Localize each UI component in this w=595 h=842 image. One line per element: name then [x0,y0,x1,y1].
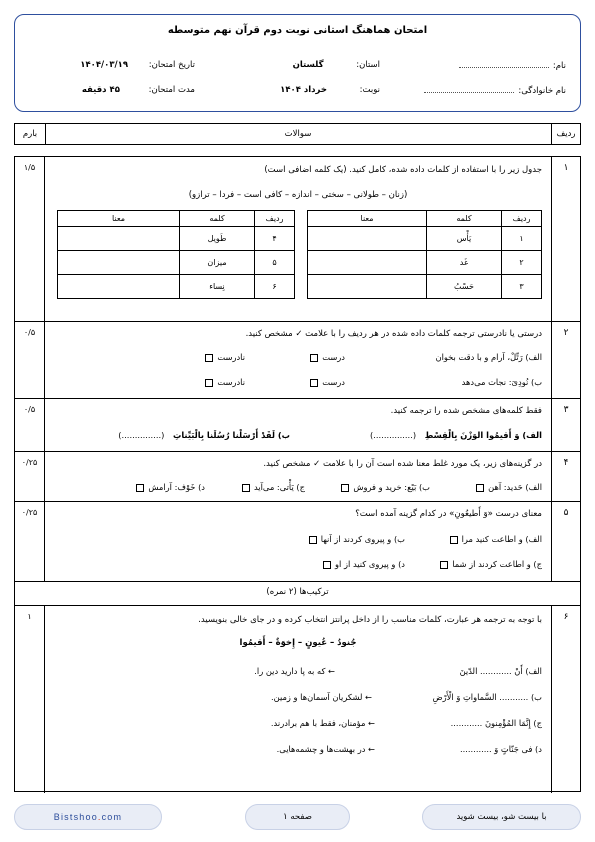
item-c[interactable]: ج) إِنَّمَا المُؤْمِنونَ ............ [450,718,542,728]
option-c[interactable]: ج) و اطاعت کردند از شما [440,559,542,569]
exam-title: امتحان هماهنگ استانی نوبت دوم قرآن نهم متوسطه [167,25,428,36]
footer-site[interactable]: Bistshoo.com [14,804,162,830]
option-a: الف) وَ أَقیمُوا الوَزْنَ بِالْقِسْطِ (...............) [370,430,542,440]
question-body [46,322,550,398]
question-number: ۵ [551,502,580,581]
word-bank: جُنودُ – عُیونٍ – إِخوَةٌ – أَقیمُوا [239,638,357,648]
answer-cell[interactable] [58,251,180,275]
table-row: ۵ میزان [58,251,295,275]
duration-field: مدت امتحان: ۴۵ دقیقه [81,85,195,95]
question-row-4 [15,452,580,502]
option-d[interactable]: د) خَوْف: آرامش [136,482,205,492]
name-blank[interactable] [459,60,549,68]
family-field: نام خانوادگی: [424,85,566,96]
checkbox[interactable] [309,536,317,544]
option-b[interactable]: ب) بَیْع: خرید و فروش [341,482,430,492]
question-text: با توجه به ترجمه هر عبارت، کلمات مناسب را از داخل پرانتز انتخاب کرده و در جای خالی بنویسید. [198,615,542,625]
footer-slogan: با بیست شو، بیست شوید [422,804,581,830]
head-score: بارم [15,124,46,144]
question-text: در گزینه‌های زیر، یک مورد غلط معنا شده است آن را با علامت ✓ مشخص کنید. [263,459,542,469]
question-row-5 [15,502,580,582]
question-text: جدول زیر را با استفاده از کلمات داده شده، کامل کنید. (یک کلمه اضافی است) [264,165,542,175]
question-score: ۰/۲۵ [15,452,45,501]
question-body [46,452,550,501]
date-field: تاریخ امتحان: ۱۴۰۴/۰۳/۱۹ [80,60,195,70]
choice-wrong[interactable]: نادرست [205,377,245,387]
choice-correct[interactable]: درست [310,377,345,387]
question-row-3 [15,399,580,452]
question-number: ۴ [551,452,580,501]
question-text: فقط کلمه‌های مشخص شده را ترجمه کنید. [390,406,542,416]
head-questions: سوالات [284,129,312,139]
section-title: ترکیب‌ها (۲ نمره) [266,587,329,597]
question-text: درستی یا نادرستی ترجمه کلمات داده شده در هر ردیف را با علامت ✓ مشخص کنید. [245,329,542,339]
question-row-6 [15,606,580,793]
answer-cell[interactable] [308,251,427,275]
question-body [46,606,550,793]
question-number: ۲ [551,322,580,398]
table-row: ۱ یَأْس [308,227,542,251]
item-d-translation: ← در بهشت‌ها و چشمه‌هایی. [276,744,375,754]
question-body [46,399,550,451]
checkbox[interactable] [205,354,213,362]
province-field: استان: گلستان [292,60,380,70]
question-row-2 [15,322,580,399]
table-row: ۴ طَویل [58,227,295,251]
question-text: معنای درست «وَ أَطیعُونِ» در کدام گزینه آمده است؟ [355,509,542,519]
question-score: ۱/۵ [15,157,45,321]
option-b[interactable]: ب) و پیروی کردند از آنها [309,534,405,544]
choice-correct[interactable]: درست [310,352,345,362]
checkbox[interactable] [242,484,250,492]
option-a[interactable]: الف) و اطاعت کنید مرا [450,534,542,544]
table-head [14,123,581,145]
question-score: ۰/۵ [15,399,45,451]
item-d[interactable]: د) فی جَنّاتٍ وَ ............ [460,744,542,754]
question-score: ۰/۲۵ [15,502,45,581]
question-score: ۱ [15,606,45,793]
footer-page: صفحه ۱ [245,804,350,830]
word-bank: (زنان – طولانی – سختی – اندازه – کافی است – فردا – ترازو) [188,190,408,200]
checkbox[interactable] [440,561,448,569]
question-body [46,157,550,321]
checkbox[interactable] [476,484,484,492]
answer-cell[interactable] [58,275,180,299]
answer-cell[interactable] [308,227,427,251]
option-c[interactable]: ج) یَأْتی: می‌آید [242,482,305,492]
option-b: ب) نُودِیَ: نجات می‌دهد [461,377,542,387]
item-b[interactable]: ب) ........... السَّماواتِ وَ الْأَرْضِ [432,692,542,702]
section-row [15,582,580,606]
item-a[interactable]: الف) أَنْ ............ الدّینَ [459,666,542,676]
question-number: ۱ [551,157,580,321]
option-b: ب) لَقَدْ أَرْسَلْنا رُسُلَنا بِالْبَیِّناتِ (...............) [118,430,290,440]
option-d[interactable]: د) و پیروی کنید از او [323,559,405,569]
answer-cell[interactable] [58,227,180,251]
answer-blank[interactable]: (...............) [370,430,417,440]
question-number: ۳ [551,399,580,451]
question-score: ۰/۵ [15,322,45,398]
family-blank[interactable] [424,85,514,93]
checkbox[interactable] [310,379,318,387]
table-row: ۲ غَد [308,251,542,275]
checkbox[interactable] [341,484,349,492]
question-body [46,502,550,581]
checkbox[interactable] [205,379,213,387]
item-b-translation: ← لشکریان آسمان‌ها و زمین. [270,692,372,702]
option-a: الف) رَتِّلْ، آرام و با دقت بخوان [435,352,542,362]
item-a-translation: ← که به پا دارید دین را. [254,666,335,676]
questions-table [14,156,581,792]
checkbox[interactable] [136,484,144,492]
table-row: ۶ نِساء [58,275,295,299]
checkbox[interactable] [323,561,331,569]
exam-header [14,14,581,112]
question-number: ۶ [551,606,580,793]
item-c-translation: ← مؤمنان، فقط با هم برادرند. [270,718,375,728]
question-row-1 [15,157,580,322]
option-a[interactable]: الف) حَدید: آهن [476,482,542,492]
turn-field: نوبت: خرداد ۱۴۰۴ [280,85,380,95]
checkbox[interactable] [450,536,458,544]
answer-cell[interactable] [308,275,427,299]
head-row: ردیف [551,124,580,144]
table-row: ۳ حَسْبُ [308,275,542,299]
choice-wrong[interactable]: نادرست [205,352,245,362]
name-field: نام: [459,60,566,71]
answer-blank[interactable]: (...............) [118,430,165,440]
vocab-table-right: ردیف کلمه معنا ۱ یَأْس ۲ غَد ۳ حَسْبُ [307,210,542,299]
vocab-table-left: ردیف کلمه معنا ۴ طَویل ۵ میزان ۶ نِساء [57,210,295,299]
checkbox[interactable] [310,354,318,362]
